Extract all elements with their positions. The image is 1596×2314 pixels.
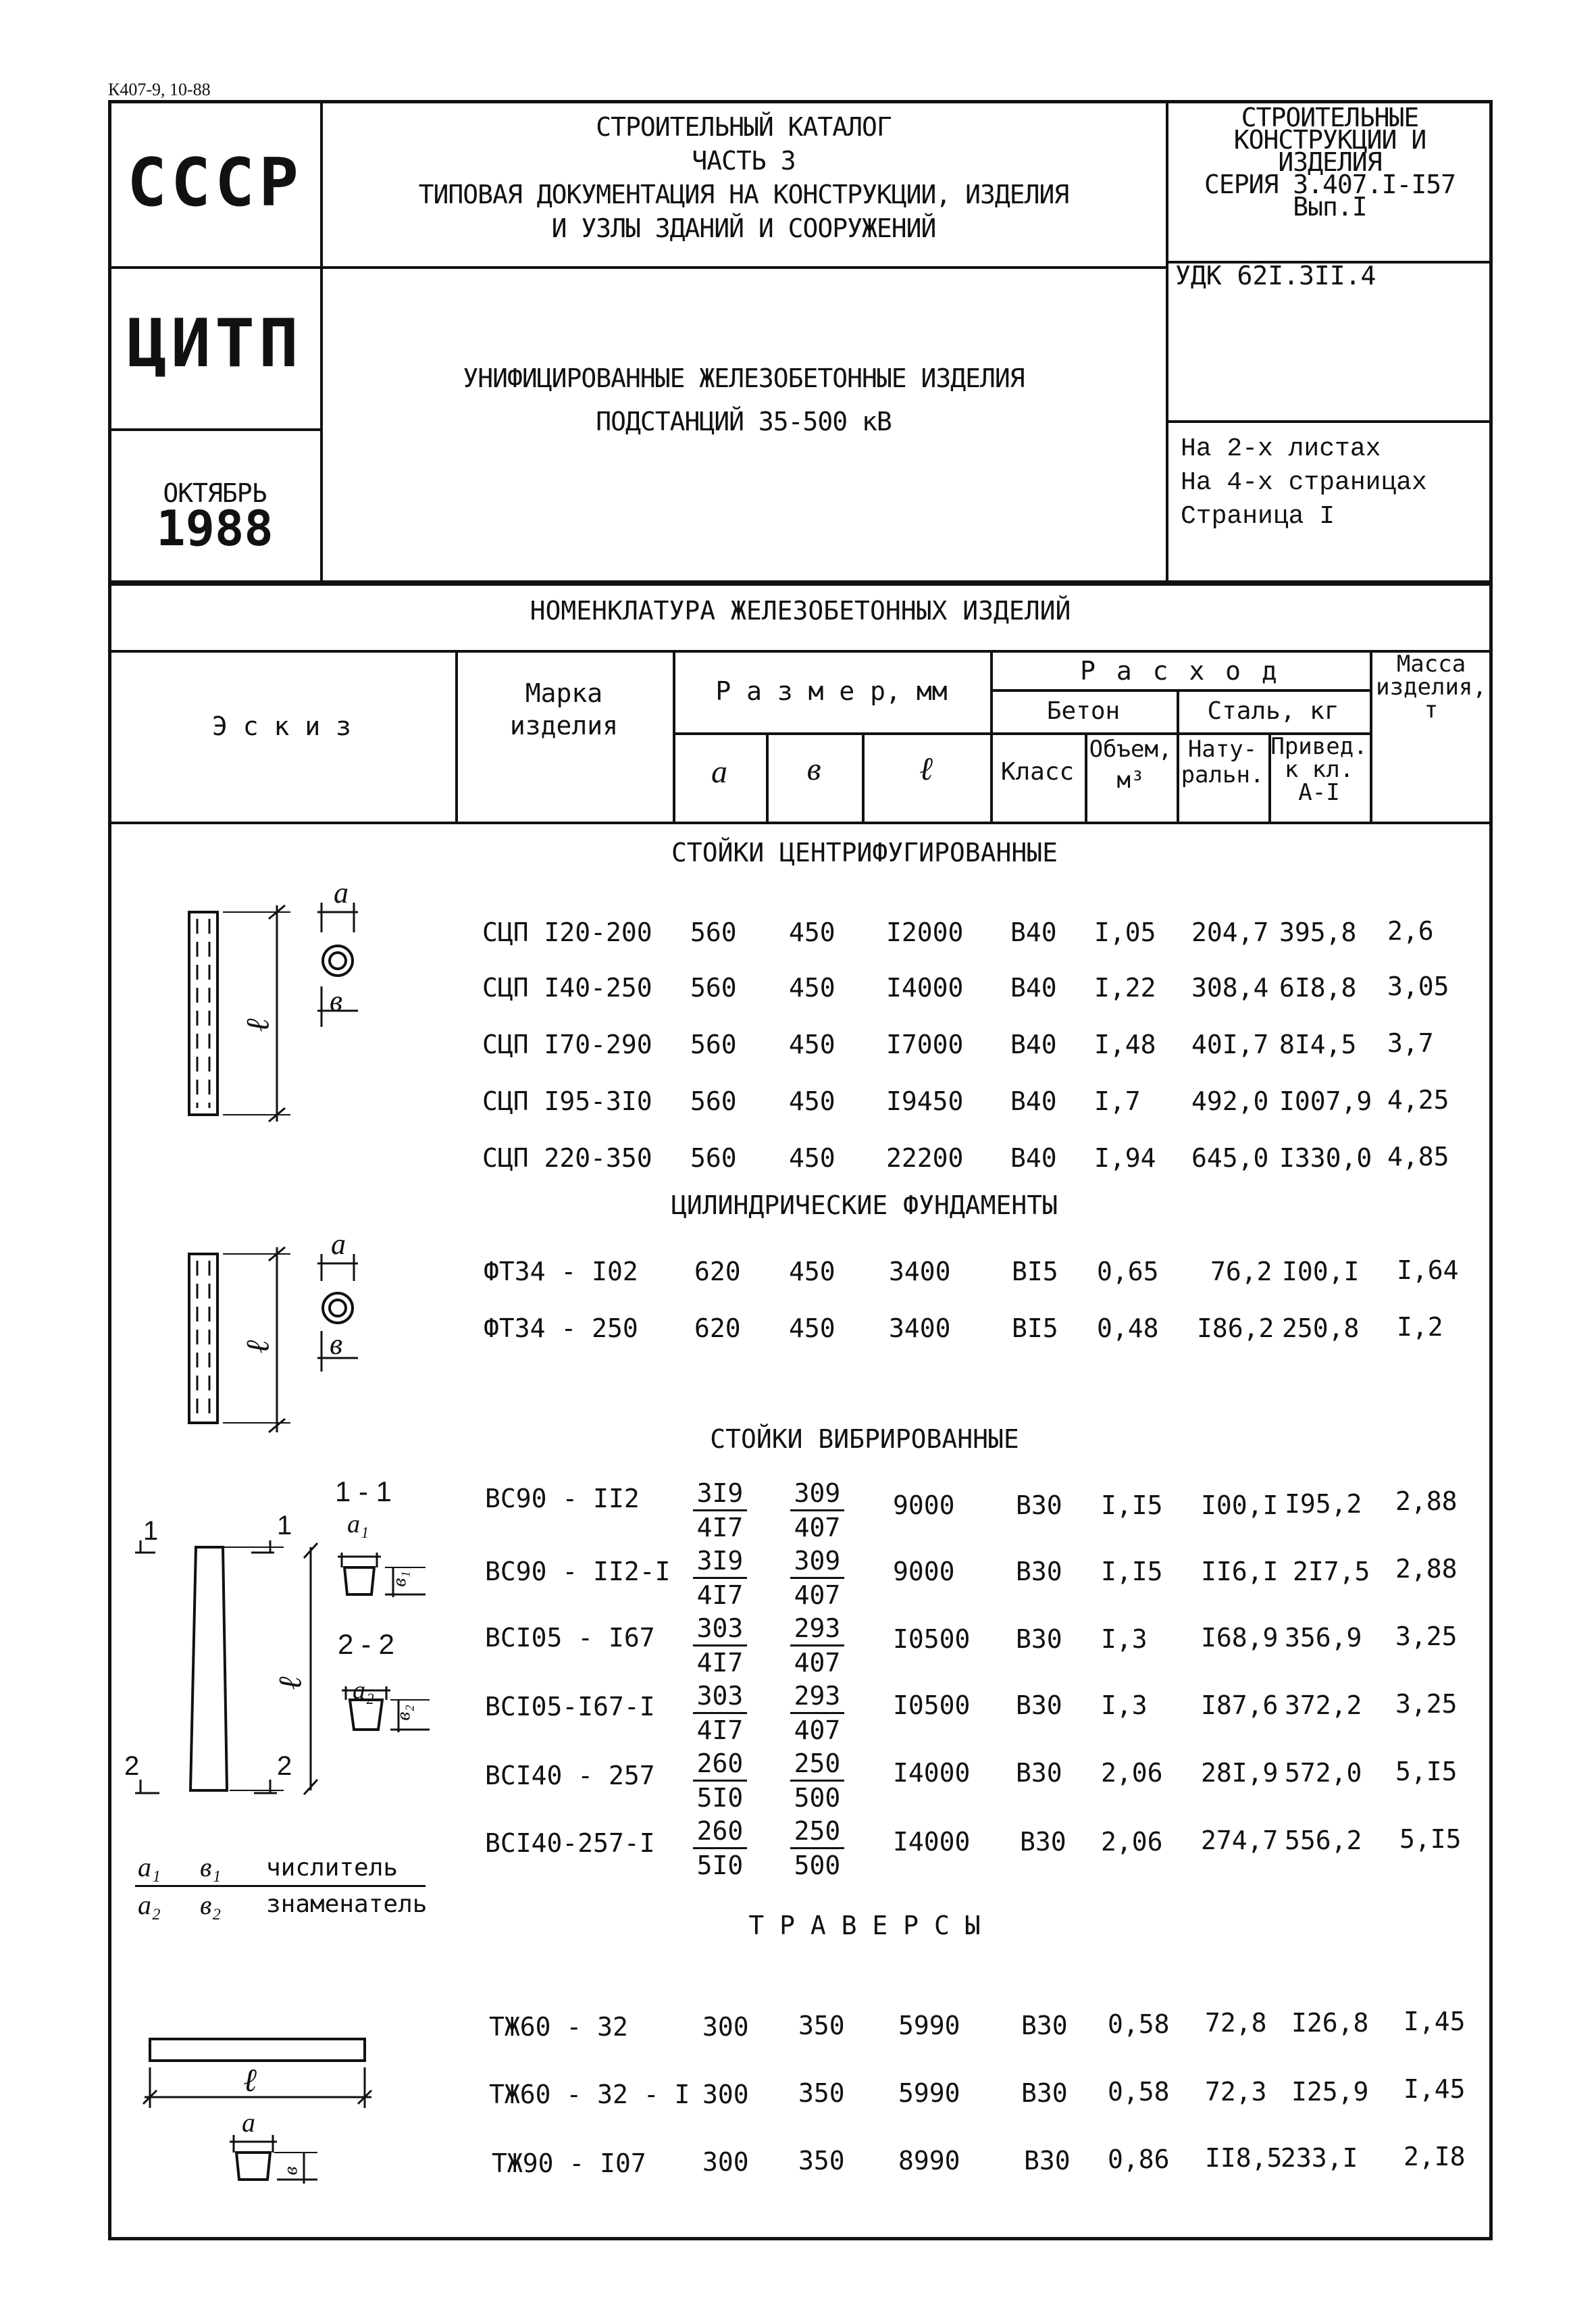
- section-title-traverses: Т Р А В Е Р С Ы: [748, 1911, 981, 1940]
- header-steel: Сталь, кг: [1207, 697, 1339, 725]
- row-reduced: 372,2: [1285, 1690, 1362, 1720]
- row-b-denominator: 500: [794, 1851, 841, 1880]
- row-class: В30: [1016, 1624, 1062, 1654]
- row-a-fraction: [693, 1544, 747, 1611]
- row-natural: II8,5: [1205, 2143, 1283, 2173]
- row-volume: 0,65: [1097, 1257, 1159, 1286]
- header-mass-l2: изделия,: [1376, 674, 1487, 701]
- row-class: В30: [1020, 1827, 1066, 1857]
- row-mark: СЦП I95-3I0: [482, 1086, 652, 1116]
- row-l: I9450: [886, 1086, 964, 1116]
- row-volume: I,I5: [1101, 1490, 1163, 1520]
- row-volume: 0,48: [1097, 1313, 1159, 1343]
- header-mark-l1: Марка: [525, 678, 603, 708]
- row-a: 620: [694, 1257, 741, 1286]
- row-l: I4000: [893, 1827, 971, 1857]
- row-a: 560: [690, 1143, 737, 1173]
- row-natural: 72,8: [1205, 2008, 1267, 2038]
- row-mass: 4,85: [1387, 1142, 1449, 1172]
- row-volume: I,94: [1094, 1143, 1156, 1173]
- row-reduced: 250,8: [1282, 1313, 1360, 1343]
- header-mass: [1370, 653, 1493, 722]
- month-label: ОКТЯБРЬ: [163, 478, 267, 508]
- section-label-2-2: 2 - 2: [338, 1628, 395, 1660]
- row-b-numerator: 293: [790, 1680, 844, 1714]
- row-b-fraction: [790, 1477, 844, 1544]
- document-title: [321, 357, 1166, 443]
- row-mark: ВС90 - II2: [485, 1484, 640, 1513]
- section-label-1-1: 1 - 1: [335, 1476, 392, 1507]
- row-volume: 0,58: [1108, 2077, 1170, 2107]
- row-b-fraction: [790, 1680, 844, 1746]
- row-a-fraction: [693, 1815, 747, 1882]
- sketch4-label-l: ℓ: [243, 2063, 257, 2098]
- row-reduced: I95,2: [1285, 1489, 1362, 1519]
- series-line-1: СТРОИТЕЛЬНЫЕ: [1241, 103, 1419, 132]
- row-b: 450: [789, 1143, 835, 1173]
- row-b-denominator: 407: [794, 1715, 841, 1745]
- row-natural: I87,6: [1201, 1690, 1279, 1720]
- row-volume: I,7: [1094, 1086, 1141, 1116]
- sketch3-label-b1: в₁: [388, 1571, 411, 1587]
- row-mass: I,2: [1397, 1312, 1443, 1342]
- row-mark: ТЖ60 - 32 - I: [489, 2080, 690, 2109]
- row-b-denominator: 407: [794, 1580, 841, 1610]
- header-l: ℓ: [919, 751, 933, 787]
- sketch-traverse: [142, 2027, 385, 2189]
- row-mark: ФТ34 - I02: [484, 1257, 638, 1286]
- row-b-fraction: [790, 1747, 844, 1814]
- row-mass: 2,88: [1395, 1486, 1458, 1516]
- sketch4-label-a: a: [242, 2107, 255, 2138]
- sketch3-label-a1: a₁: [347, 1510, 369, 1538]
- row-mass: 5,I5: [1395, 1757, 1458, 1786]
- series-line-5: Вып.I: [1293, 192, 1367, 222]
- row-b: 450: [789, 917, 835, 947]
- header-bottom-line: [108, 822, 1493, 824]
- row-reduced: 8I4,5: [1279, 1030, 1357, 1059]
- header-consumption: Р а с х о д: [1080, 656, 1280, 686]
- row-b: 350: [798, 2011, 845, 2040]
- row-l: 9000: [893, 1557, 955, 1586]
- row-a-numerator: 3I9: [693, 1477, 747, 1511]
- row-natural: I86,2: [1197, 1313, 1275, 1343]
- row-volume: 0,86: [1108, 2144, 1170, 2174]
- header-natural-l2: ральн.: [1181, 761, 1264, 788]
- header-mark-l2: изделия: [509, 711, 619, 740]
- section-title-centrifuged: СТОЙКИ ЦЕНТРИФУГИРОВАННЫЕ: [671, 838, 1058, 867]
- row-a-numerator: 303: [693, 1680, 747, 1714]
- row-b-numerator: 250: [790, 1747, 844, 1782]
- row-natural: 274,7: [1201, 1826, 1279, 1855]
- row-b: 450: [789, 1086, 835, 1116]
- row-mass: 3,25: [1395, 1689, 1458, 1719]
- row-mass: 3,25: [1395, 1621, 1458, 1651]
- header-row-line-1: [108, 266, 1166, 269]
- header-class: Класс: [1000, 758, 1075, 786]
- row-class: В30: [1024, 2146, 1071, 2175]
- row-mass: 2,6: [1387, 916, 1434, 946]
- row-mass: I,45: [1404, 2074, 1466, 2104]
- row-natural: 76,2: [1210, 1257, 1272, 1286]
- row-reduced: 572,0: [1285, 1758, 1362, 1788]
- sheets-line-3: Страница I: [1181, 502, 1335, 531]
- row-b-fraction: [790, 1544, 844, 1611]
- row-mass: 5,I5: [1399, 1824, 1462, 1854]
- sketch3-label-l: ℓ: [272, 1676, 309, 1690]
- year-label: 1988: [156, 500, 274, 557]
- header-natural-l1: Нату-: [1187, 736, 1258, 763]
- row-mass: 3,05: [1387, 972, 1449, 1001]
- row-b-denominator: 500: [794, 1783, 841, 1813]
- row-volume: 2,06: [1101, 1758, 1163, 1788]
- row-volume: I,3: [1101, 1624, 1148, 1654]
- sketch1-label-a: a: [334, 876, 349, 909]
- row-reduced: 556,2: [1285, 1826, 1362, 1855]
- row-mark: ВСI40 - 257: [485, 1761, 655, 1790]
- header-line-sizes: [673, 732, 1370, 735]
- row-l: I0500: [893, 1690, 971, 1720]
- row-l: I4000: [886, 973, 964, 1003]
- row-l: 8990: [898, 2146, 960, 2175]
- row-l: 3400: [889, 1257, 951, 1286]
- row-class: В30: [1021, 2011, 1068, 2040]
- row-class: В30: [1021, 2078, 1068, 2108]
- table-title-line: [108, 650, 1493, 653]
- row-b-numerator: 293: [790, 1612, 844, 1646]
- marker-1-left: 1: [143, 1516, 159, 1546]
- series-line-4: СЕРИЯ 3.407.I-I57: [1204, 170, 1456, 199]
- sheets-info: [1181, 432, 1427, 534]
- row-a-numerator: 260: [693, 1815, 747, 1849]
- row-class: В30: [1016, 1490, 1062, 1520]
- row-mark: СЦП 220-350: [482, 1143, 652, 1173]
- org-label: ЦИТП: [126, 305, 303, 382]
- catalog-line-3: ТИПОВАЯ ДОКУМЕНТАЦИЯ НА КОНСТРУКЦИИ, ИЗДЕЛИЯ: [418, 180, 1069, 209]
- row-a-denominator: 5I0: [696, 1851, 744, 1880]
- row-natural: 204,7: [1191, 917, 1269, 947]
- header-mark: [455, 677, 673, 742]
- row-b-fraction: [790, 1612, 844, 1679]
- sketch3-label-a2: a₂: [353, 1676, 375, 1705]
- row-mark: ВСI05-I67-I: [485, 1692, 655, 1721]
- row-a-fraction: [693, 1680, 747, 1746]
- row-a-fraction: [693, 1612, 747, 1679]
- row-volume: I,48: [1094, 1030, 1156, 1059]
- row-volume: I,I5: [1101, 1557, 1163, 1586]
- row-a-fraction: [693, 1477, 747, 1544]
- header-reduced: [1268, 735, 1370, 804]
- header-volume-l1: Объем,: [1089, 736, 1173, 763]
- row-mass: I,64: [1397, 1255, 1459, 1285]
- row-mark: ВС90 - II2-I: [485, 1557, 671, 1586]
- row-mass: 4,25: [1387, 1085, 1449, 1115]
- row-a-numerator: 3I9: [693, 1544, 747, 1579]
- udk-code: УДК 62I.3II.4: [1175, 261, 1376, 291]
- row-b: 350: [798, 2146, 845, 2175]
- header-sketch: Э с к и з: [212, 711, 351, 741]
- row-mark: СЦП I20-200: [482, 917, 652, 947]
- row-reduced: I26,8: [1291, 2008, 1369, 2038]
- row-a-denominator: 4I7: [696, 1513, 744, 1542]
- row-a: 620: [694, 1313, 741, 1343]
- row-volume: I,22: [1094, 973, 1156, 1003]
- header-reduced-l2: к кл.: [1284, 756, 1354, 783]
- row-natural: II6,I: [1201, 1557, 1279, 1586]
- row-a-fraction: [693, 1747, 747, 1814]
- row-b-numerator: 309: [790, 1477, 844, 1511]
- row-a: 560: [690, 973, 737, 1003]
- row-mass: 2,I8: [1404, 2142, 1466, 2171]
- catalog-title: [321, 112, 1166, 243]
- sketch1-label-l: ℓ: [240, 1018, 276, 1032]
- legend-b1: в₁: [200, 1852, 222, 1882]
- series-block: [1167, 103, 1493, 222]
- legend-a1: a₁: [138, 1852, 161, 1882]
- header-mass-l1: Масса: [1396, 651, 1466, 678]
- row-a: 560: [690, 1086, 737, 1116]
- sketch-centrifuged-post: [182, 885, 385, 1142]
- row-a: 560: [690, 917, 737, 947]
- series-line-3: ИЗДЕЛИЯ: [1278, 147, 1382, 177]
- header-reduced-l3: А-I: [1298, 779, 1340, 806]
- row-reduced: 2I7,5: [1293, 1557, 1370, 1586]
- row-class: В30: [1016, 1758, 1062, 1788]
- header-natural: [1177, 736, 1268, 788]
- row-reduced: 395,8: [1279, 917, 1357, 947]
- row-reduced: I330,0: [1279, 1143, 1372, 1173]
- row-class: В30: [1016, 1690, 1062, 1720]
- row-mark: ТЖ90 - I07: [492, 2148, 646, 2178]
- row-mass: I,45: [1404, 2007, 1466, 2036]
- row-a: 300: [702, 2080, 749, 2109]
- row-l: 9000: [893, 1490, 955, 1520]
- section-title-vibrated: СТОЙКИ ВИБРИРОВАННЫЕ: [710, 1424, 1019, 1454]
- row-l: 3400: [889, 1313, 951, 1343]
- header-size: Р а з м е р, мм: [715, 676, 948, 706]
- header-a: a: [711, 754, 727, 790]
- marker-2-left: 2: [124, 1751, 140, 1781]
- catalog-line-4: И УЗЛЫ ЗДАНИЙ И СООРУЖЕНИЙ: [551, 213, 936, 243]
- legend-numerator: числитель: [266, 1854, 398, 1882]
- row-l: I7000: [886, 1030, 964, 1059]
- row-mark: ФТ34 - 250: [484, 1313, 638, 1343]
- row-natural: I00,I: [1201, 1490, 1279, 1520]
- row-class: ВI5: [1012, 1257, 1058, 1286]
- row-a: 300: [702, 2012, 749, 2042]
- row-l: I4000: [893, 1758, 971, 1788]
- row-mark: СЦП I40-250: [482, 973, 652, 1003]
- sheets-line-2: На 4-х страницах: [1181, 468, 1427, 497]
- row-a-numerator: 260: [693, 1747, 747, 1782]
- row-class: В40: [1010, 973, 1057, 1003]
- catalog-line-1: СТРОИТЕЛЬНЫЙ КАТАЛОГ: [596, 112, 892, 142]
- row-mark: ВСI40-257-I: [485, 1828, 655, 1858]
- row-b-numerator: 309: [790, 1544, 844, 1579]
- row-class: В40: [1010, 1143, 1057, 1173]
- row-l: I2000: [886, 917, 964, 947]
- sketch1-label-b: в: [330, 984, 343, 1017]
- row-volume: I,3: [1101, 1690, 1148, 1720]
- header-line-consumption: [990, 689, 1370, 692]
- row-reduced: 233,I: [1281, 2143, 1358, 2173]
- row-mark: ВСI05 - I67: [485, 1623, 655, 1653]
- row-mark: ТЖ60 - 32: [489, 2012, 628, 2042]
- sketch2-label-b: в: [330, 1328, 343, 1361]
- sketch3-label-b2: в₂: [392, 1705, 415, 1721]
- sketch4-label-b: в: [279, 2166, 302, 2175]
- document-code: К407-9, 10-88: [108, 80, 211, 99]
- row-l: 5990: [898, 2078, 960, 2108]
- header-mass-l3: т: [1424, 697, 1439, 724]
- row-volume: 0,58: [1108, 2009, 1170, 2039]
- row-reduced: I25,9: [1291, 2077, 1369, 2107]
- sketch2-label-l: ℓ: [240, 1340, 276, 1354]
- row-natural: I68,9: [1201, 1623, 1279, 1653]
- col-line-mark: [673, 650, 675, 822]
- row-natural: 40I,7: [1191, 1030, 1269, 1059]
- row-class: В40: [1010, 917, 1057, 947]
- row-b-fraction: [790, 1815, 844, 1882]
- catalog-line-2: ЧАСТЬ 3: [692, 146, 796, 176]
- row-class: В40: [1010, 1030, 1057, 1059]
- row-b: 450: [789, 1257, 835, 1286]
- row-b: 450: [789, 1313, 835, 1343]
- row-b-denominator: 407: [794, 1513, 841, 1542]
- row-natural: 492,0: [1191, 1086, 1269, 1116]
- nomenclature-title: НОМЕНКЛАТУРА ЖЕЛЕЗОБЕТОННЫХ ИЗДЕЛИЙ: [530, 596, 1071, 626]
- row-reduced: 356,9: [1285, 1623, 1362, 1653]
- header-row-line-2: [108, 428, 321, 431]
- row-l: 5990: [898, 2011, 960, 2040]
- sketch2-label-a: a: [331, 1228, 346, 1261]
- row-a-denominator: 4I7: [696, 1580, 744, 1610]
- series-line-2: КОНСТРУКЦИИ И: [1233, 125, 1426, 155]
- title-line-1: УНИФИЦИРОВАННЫЕ ЖЕЛЕЗОБЕТОННЫЕ ИЗДЕЛИЯ: [463, 363, 1025, 393]
- row-class: ВI5: [1012, 1313, 1058, 1343]
- row-class: В40: [1010, 1086, 1057, 1116]
- legend-b2: в₂: [200, 1890, 222, 1920]
- row-b: 450: [789, 973, 835, 1003]
- country-label: СССР: [126, 145, 303, 222]
- legend-a2: a₂: [138, 1890, 161, 1920]
- row-a-denominator: 4I7: [696, 1715, 744, 1745]
- row-b-numerator: 250: [790, 1815, 844, 1849]
- row-reduced: 6I8,8: [1279, 973, 1357, 1003]
- section-title-foundations: ЦИЛИНДРИЧЕСКИЕ ФУНДАМЕНТЫ: [671, 1190, 1058, 1220]
- row-b-denominator: 407: [794, 1648, 841, 1678]
- row-volume: I,05: [1094, 917, 1156, 947]
- legend-line: [135, 1885, 426, 1887]
- marker-2-right: 2: [277, 1751, 292, 1781]
- row-l: I0500: [893, 1624, 971, 1654]
- header-concrete: Бетон: [1046, 697, 1121, 725]
- row-natural: 28I,9: [1201, 1758, 1279, 1788]
- header-volume: [1085, 736, 1177, 793]
- row-a-denominator: 5I0: [696, 1783, 744, 1813]
- row-a: 560: [690, 1030, 737, 1059]
- row-natural: 645,0: [1191, 1143, 1269, 1173]
- header-volume-l2: м³: [1116, 767, 1145, 794]
- row-volume: 2,06: [1101, 1827, 1163, 1857]
- row-mass: 3,7: [1387, 1028, 1434, 1058]
- marker-1-right: 1: [277, 1511, 292, 1540]
- row-a: 300: [702, 2147, 749, 2177]
- header-reduced-l1: Привед.: [1270, 733, 1368, 760]
- header-b: в: [806, 751, 821, 787]
- row-natural: 72,3: [1205, 2077, 1267, 2107]
- row-mass: 2,88: [1395, 1554, 1458, 1584]
- title-line-2: ПОДСТАНЦИЙ 35-500 кВ: [596, 407, 892, 436]
- row-a-numerator: 303: [693, 1612, 747, 1646]
- row-a-denominator: 4I7: [696, 1648, 744, 1678]
- sketch-cylindrical-foundation: [182, 1236, 385, 1439]
- row-reduced: I00,I: [1282, 1257, 1360, 1286]
- legend-denominator: знаменатель: [266, 1890, 428, 1918]
- header-right-line-2: [1166, 420, 1493, 423]
- row-b: 350: [798, 2078, 845, 2108]
- row-b: 450: [789, 1030, 835, 1059]
- row-class: В30: [1016, 1557, 1062, 1586]
- row-mark: СЦП I70-290: [482, 1030, 652, 1059]
- sheets-line-1: На 2-х листах: [1181, 434, 1381, 463]
- row-reduced: I007,9: [1279, 1086, 1372, 1116]
- row-natural: 308,4: [1191, 973, 1269, 1003]
- row-l: 22200: [886, 1143, 964, 1173]
